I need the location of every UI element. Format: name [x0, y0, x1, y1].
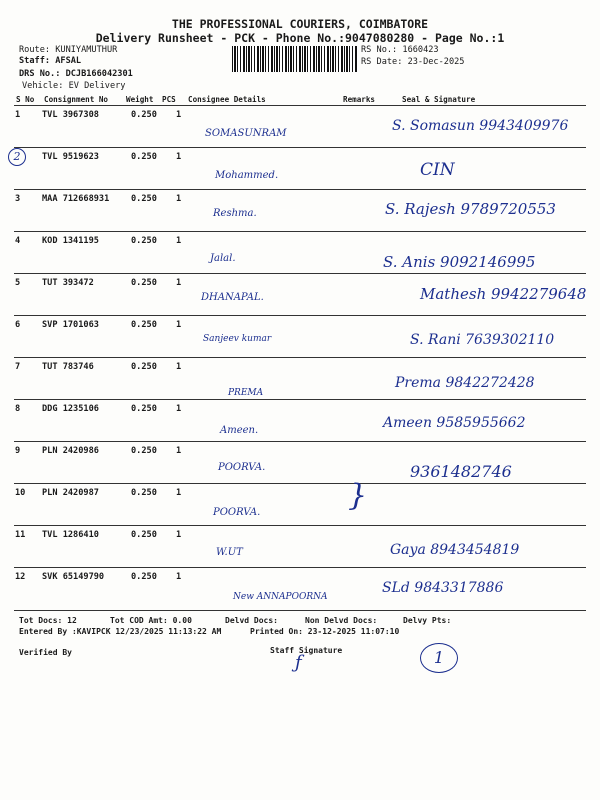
company-title: THE PROFESSIONAL COURIERS, COIMBATORE	[171, 17, 429, 31]
row-signature: S. Anis 9092146995	[383, 253, 536, 271]
row-consignee: Jalal.	[210, 253, 236, 264]
row-consignee: Ameen.	[220, 425, 259, 436]
staff-signature-label: Staff Signature	[270, 646, 343, 655]
row-signature: Ameen 9585955662	[383, 415, 526, 431]
row-weight: 0.250	[131, 320, 157, 330]
row-divider	[14, 273, 586, 274]
row-divider	[14, 357, 586, 358]
total-cod: Tot COD Amt: 0.00	[110, 616, 192, 625]
col-signature: Seal & Signature	[402, 95, 476, 104]
row-consignment: TVL 3967308	[42, 110, 99, 120]
table-bottom-rule	[14, 610, 586, 611]
row-weight: 0.250	[131, 236, 157, 246]
row-divider	[14, 567, 586, 568]
col-consignee: Consignee Details	[188, 95, 266, 104]
delivery-points: Delvy Pts:	[403, 616, 452, 625]
row-signature: S. Rani 7639302110	[410, 332, 555, 348]
row-consignee: PREMA	[228, 388, 264, 398]
row-divider	[14, 525, 586, 526]
row-consignment: MAA 712668931	[42, 194, 110, 204]
row-divider	[14, 399, 586, 400]
row-sno: 12	[15, 572, 26, 582]
row-weight: 0.250	[131, 194, 157, 204]
row-weight: 0.250	[131, 530, 157, 540]
row-consignee: Reshma.	[213, 208, 257, 219]
row-weight: 0.250	[131, 446, 157, 456]
row-consignment: TVL 1286410	[42, 530, 99, 540]
barcode	[232, 46, 358, 72]
row-consignee: Sanjeev kumar	[203, 334, 272, 344]
row-sno: 11	[15, 530, 26, 540]
row-sno: 4	[15, 236, 21, 246]
row-divider	[14, 189, 586, 190]
row-sno: 1	[15, 110, 21, 120]
col-consignment: Consignment No	[44, 95, 109, 104]
row-pcs: 1	[176, 530, 182, 540]
row-consignment: DDG 1235106	[42, 404, 99, 414]
row-pcs: 1	[176, 236, 182, 246]
drs-label: DRS No.: DCJB166042301	[19, 69, 133, 79]
row-pcs: 1	[176, 194, 182, 204]
row-signature: Gaya 8943454819	[390, 542, 520, 558]
row-consignment: SVP 1701063	[42, 320, 99, 330]
row-sno: 6	[15, 320, 21, 330]
row-divider	[14, 147, 586, 148]
row-divider	[14, 441, 586, 442]
row-pcs: 1	[176, 110, 182, 120]
row-consignee: SOMASUNRAM	[205, 128, 287, 139]
row-consignment: SVK 65149790	[42, 572, 105, 582]
route-label: Route: KUNIYAMUTHUR	[19, 45, 118, 55]
staff-signature-mark: ƒ	[295, 652, 302, 673]
row-signature: Prema 9842272428	[395, 375, 535, 391]
rs-date: RS Date: 23-Dec-2025	[361, 57, 465, 67]
row-sno: 5	[15, 278, 21, 288]
row-divider	[14, 483, 586, 484]
row-weight: 0.250	[131, 278, 157, 288]
row-signature: CIN	[420, 160, 455, 180]
row-sno: 7	[15, 362, 21, 372]
row-divider	[14, 231, 586, 232]
header-rule	[14, 105, 586, 106]
entered-by: Entered By :KAVIPCK 12/23/2025 11:13:22 AM	[19, 627, 222, 636]
row-consignee: Mohammed.	[215, 170, 279, 181]
rs-number: RS No.: 1660423	[361, 45, 439, 55]
row-divider	[14, 315, 586, 316]
row-consignment: TUT 783746	[42, 362, 94, 372]
row-pcs: 1	[176, 404, 182, 414]
row-weight: 0.250	[131, 572, 157, 582]
delivered-docs: Delvd Docs:	[225, 616, 278, 625]
row-signature: Mathesh 9942279648	[420, 285, 587, 303]
row-consignment: TVL 9519623	[42, 152, 99, 162]
circled-number: 1	[420, 643, 458, 673]
row-signature: 9361482746	[410, 462, 512, 481]
col-remarks: Remarks	[343, 95, 376, 104]
row-sno: 3	[15, 194, 21, 204]
row-weight: 0.250	[131, 488, 157, 498]
row-consignee: DHANAPAL.	[201, 292, 264, 303]
verified-by: Verified By	[19, 648, 72, 657]
col-sno: S No	[16, 95, 35, 104]
row-signature: SLd 9843317886	[382, 580, 504, 596]
runsheet-subtitle: Delivery Runsheet - PCK - Phone No.:9047080280 - Page No.:1	[95, 31, 505, 45]
row-pcs: 1	[176, 152, 182, 162]
vehicle-label: Vehicle: EV Delivery	[22, 81, 126, 91]
row-pcs: 1	[176, 572, 182, 582]
row-pcs: 1	[176, 446, 182, 456]
row-consignment: TUT 393472	[42, 278, 94, 288]
row-consignee: POORVA.	[213, 507, 261, 518]
row-sno: 10	[15, 488, 26, 498]
row-signature: S. Somasun 9943409976	[392, 118, 569, 134]
brace-mark: }	[348, 478, 368, 513]
printed-on: Printed On: 23-12-2025 11:07:10	[250, 627, 400, 636]
row-weight: 0.250	[131, 362, 157, 372]
row-pcs: 1	[176, 488, 182, 498]
row-consignee: POORVA.	[218, 462, 266, 473]
row-signature: S. Rajesh 9789720553	[385, 200, 556, 218]
row-consignee: W.UT	[216, 547, 243, 558]
row-sno: 8	[15, 404, 21, 414]
row-consignment: KOD 1341195	[42, 236, 99, 246]
row-pcs: 1	[176, 362, 182, 372]
row-consignment: PLN 2420987	[42, 488, 99, 498]
row-weight: 0.250	[131, 152, 157, 162]
row-weight: 0.250	[131, 110, 157, 120]
row-pcs: 1	[176, 320, 182, 330]
col-pcs: PCS	[162, 95, 176, 104]
total-docs: Tot Docs: 12	[19, 616, 77, 625]
row-mark-circle: 2	[8, 148, 26, 166]
row-pcs: 1	[176, 278, 182, 288]
row-weight: 0.250	[131, 404, 157, 414]
row-consignment: PLN 2420986	[42, 446, 99, 456]
staff-label: Staff: AFSAL	[19, 56, 82, 66]
col-weight: Weight	[126, 95, 154, 104]
row-consignee: New ANNAPOORNA	[233, 592, 328, 602]
non-delivered-docs: Non Delvd Docs:	[305, 616, 378, 625]
row-sno: 9	[15, 446, 21, 456]
